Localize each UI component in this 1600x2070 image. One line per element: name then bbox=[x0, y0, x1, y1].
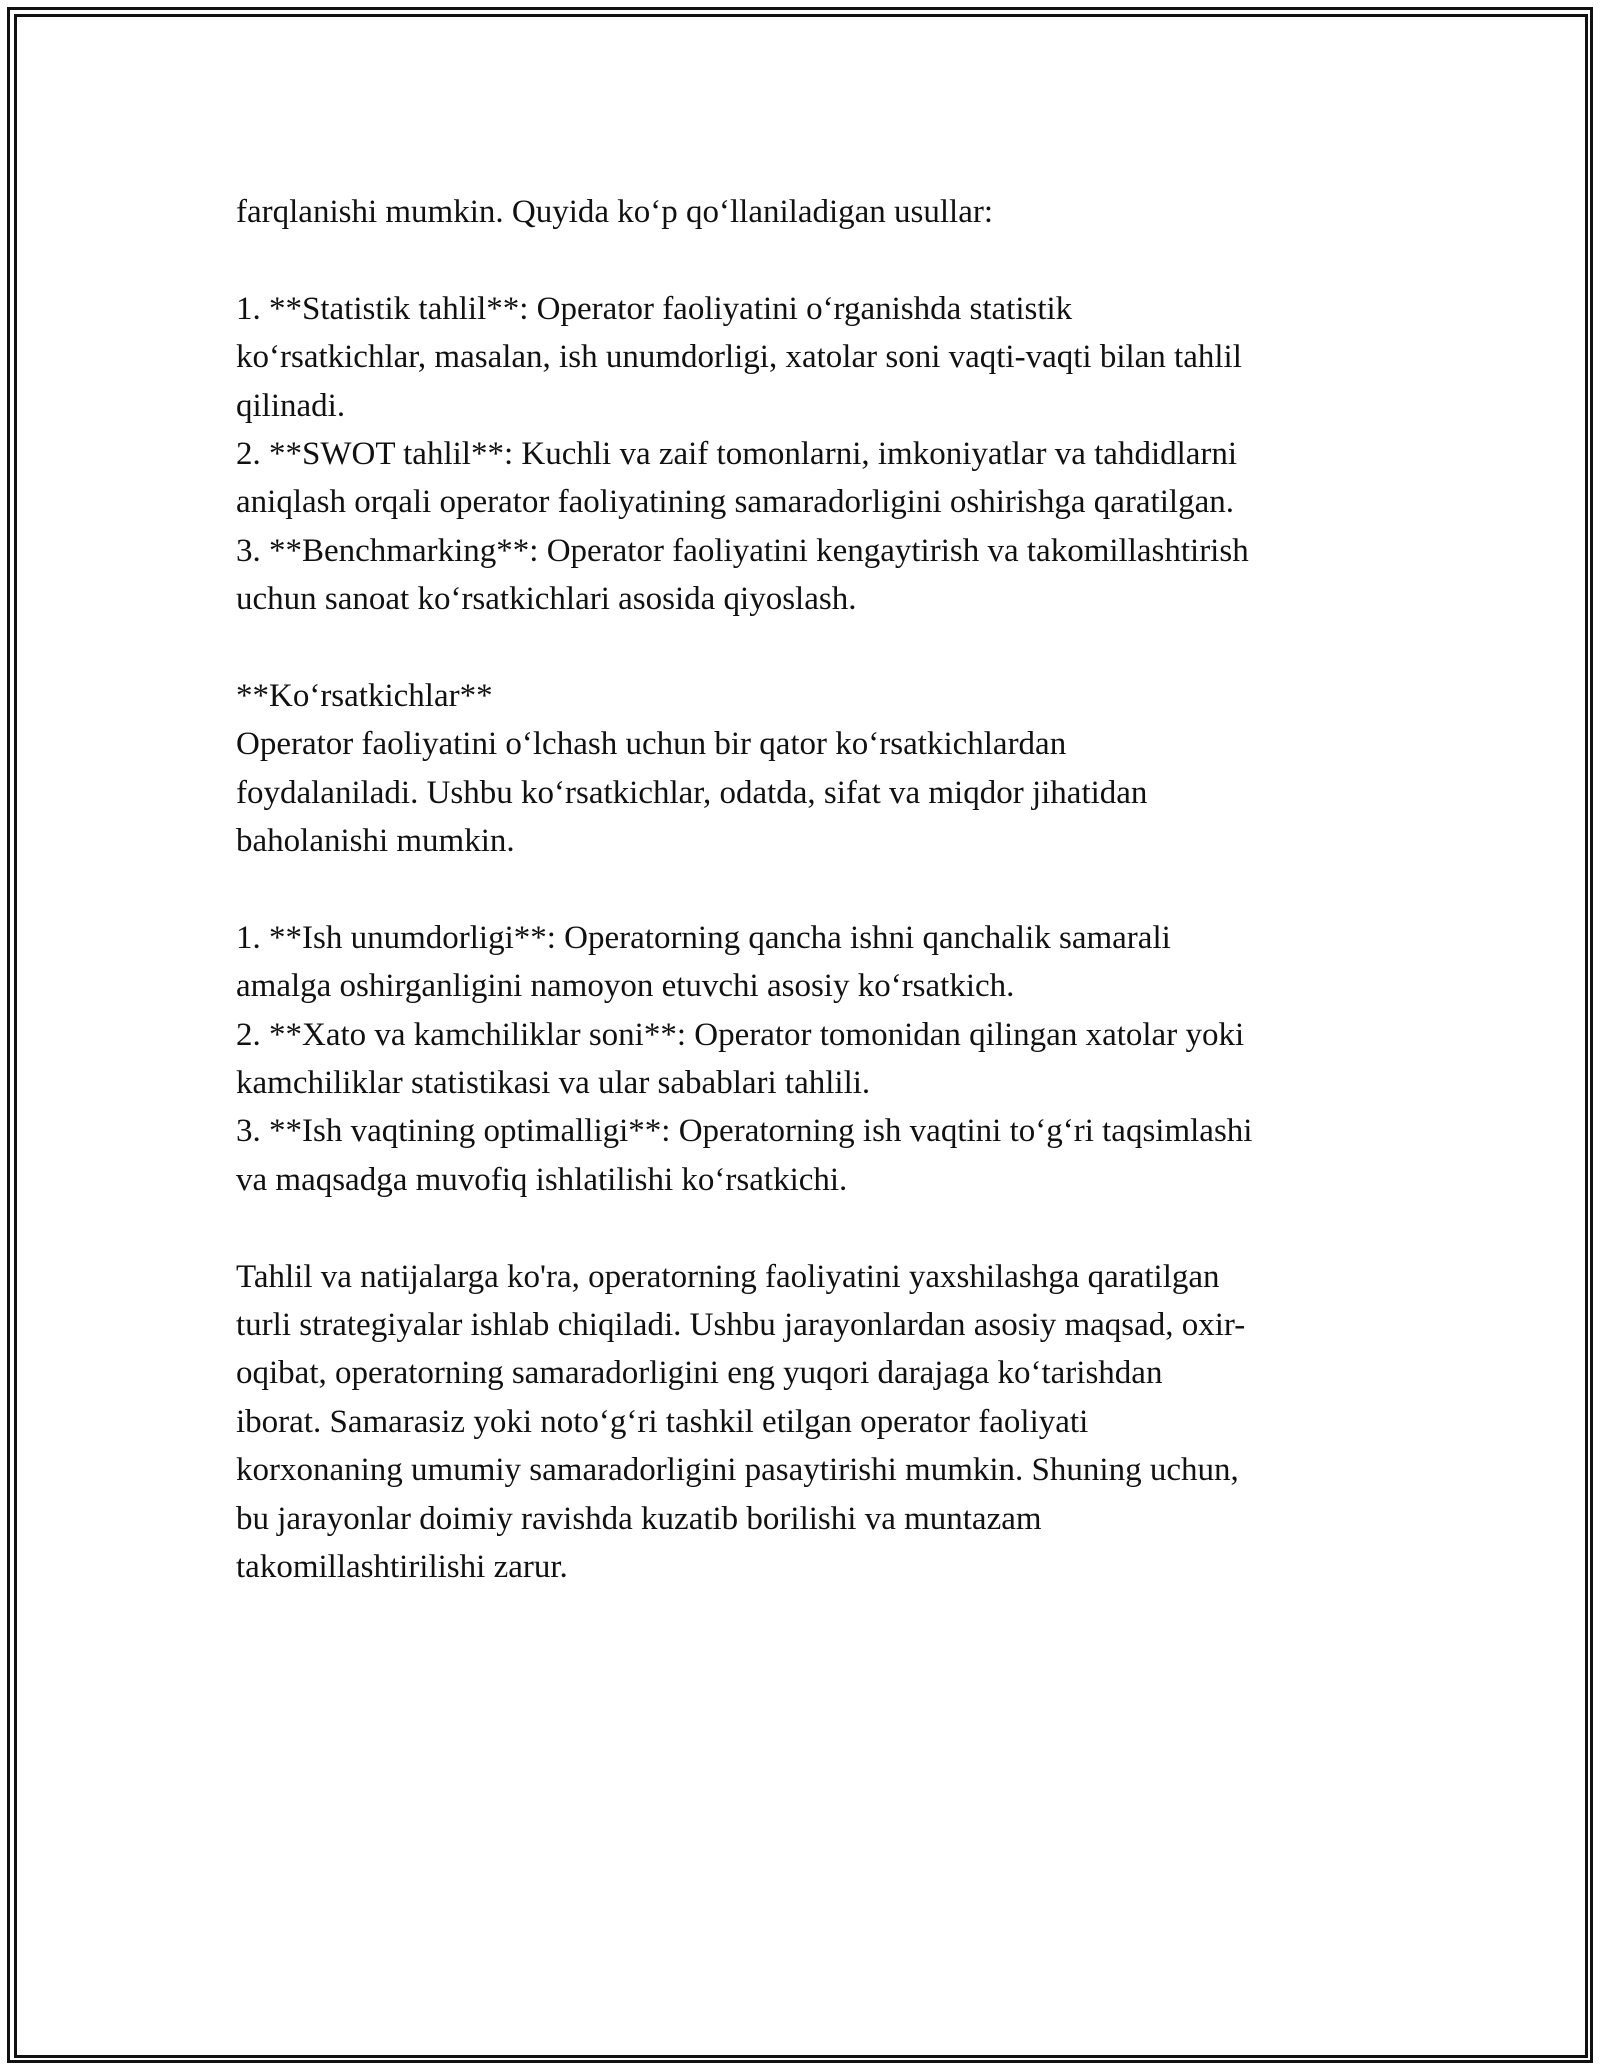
section-heading: **Ko‘rsatkichlar** bbox=[236, 677, 493, 714]
text-line: 2. **Xato va kamchiliklar soni**: Operator tomonidan qilingan xatolar yoki bbox=[236, 1016, 1245, 1053]
text-line: ko‘rsatkichlar, masalan, ish unumdorligi, xatolar soni vaqti-vaqti bilan tahlil bbox=[236, 339, 1242, 376]
intro-line: farqlanishi mumkin. Quyida ko‘p qo‘llaniladigan usullar: bbox=[236, 194, 994, 230]
text-line: korxonaning umumiy samaradorligini pasaytirishi mumkin. Shuning uchun, bbox=[236, 1452, 1239, 1489]
indicators-list bbox=[236, 914, 1386, 1204]
conclusion-paragraph bbox=[236, 1253, 1386, 1592]
indicator-item-ish-vaqti bbox=[236, 1107, 1386, 1204]
text-line: Tahlil va natijalarga ko'ra, operatorning faoliyatini yaxshilashga qaratilgan bbox=[236, 1258, 1220, 1295]
method-item-statistik bbox=[236, 285, 1386, 430]
indicator-item-ish-unumdorligi bbox=[236, 914, 1386, 1011]
methods-list bbox=[236, 285, 1386, 624]
text-line: kamchiliklar statistikasi va ular sabablari tahlili. bbox=[236, 1065, 871, 1102]
text-line: 1. **Ish unumdorligi**: Operatorning qancha ishni qanchalik samarali bbox=[236, 919, 1171, 956]
paragraph-spacer bbox=[236, 236, 1386, 284]
text-line: turli strategiyalar ishlab chiqiladi. Ushbu jarayonlardan asosiy maqsad, oxir- bbox=[236, 1306, 1246, 1343]
text-line: 3. **Benchmarking**: Operator faoliyatini kengaytirish va takomillashtirish bbox=[236, 532, 1249, 569]
method-item-swot bbox=[236, 430, 1386, 527]
text-line: 1. **Statistik tahlil**: Operator faoliyatini o‘rganishda statistik bbox=[236, 290, 1073, 327]
text-line: uchun sanoat ko‘rsatkichlari asosida qiyoslash. bbox=[236, 581, 857, 618]
text-line: bu jarayonlar doimiy ravishda kuzatib borilishi va muntazam bbox=[236, 1500, 1042, 1537]
paragraph-spacer bbox=[236, 1204, 1386, 1252]
text-line: 2. **SWOT tahlil**: Kuchli va zaif tomonlarni, imkoniyatlar va tahdidlarni bbox=[236, 435, 1238, 472]
text-line: aniqlash orqali operator faoliyatining samaradorligini oshirishga qaratilgan. bbox=[236, 484, 1234, 521]
text-line: oqibat, operatorning samaradorligini eng yuqori darajaga ko‘tarishdan bbox=[236, 1355, 1163, 1392]
paragraph-spacer bbox=[236, 865, 1386, 913]
method-item-benchmarking bbox=[236, 527, 1386, 624]
text-line: 3. **Ish vaqtining optimalligi**: Operatorning ish vaqtini to‘g‘ri taqsimlashi bbox=[236, 1113, 1253, 1150]
text-line: baholanishi mumkin. bbox=[236, 823, 515, 860]
text-line: va maqsadga muvofiq ishlatilishi ko‘rsatkichi. bbox=[236, 1161, 848, 1198]
document-body bbox=[236, 188, 1386, 1591]
text-line: foydalaniladi. Ushbu ko‘rsatkichlar, odatda, sifat va miqdor jihatidan bbox=[236, 774, 1148, 811]
text-line: qilinadi. bbox=[236, 387, 346, 424]
text-line: amalga oshirganligini namoyon etuvchi asosiy ko‘rsatkich. bbox=[236, 968, 1015, 1005]
text-line: Operator faoliyatini o‘lchash uchun bir qator ko‘rsatkichlardan bbox=[236, 726, 1067, 763]
indicators-intro-paragraph bbox=[236, 720, 1386, 865]
indicator-item-xato-soni bbox=[236, 1011, 1386, 1108]
paragraph-spacer bbox=[236, 624, 1386, 672]
text-line: takomillashtirilishi zarur. bbox=[236, 1548, 568, 1585]
text-line: iborat. Samarasiz yoki noto‘g‘ri tashkil etilgan operator faoliyati bbox=[236, 1403, 1089, 1440]
